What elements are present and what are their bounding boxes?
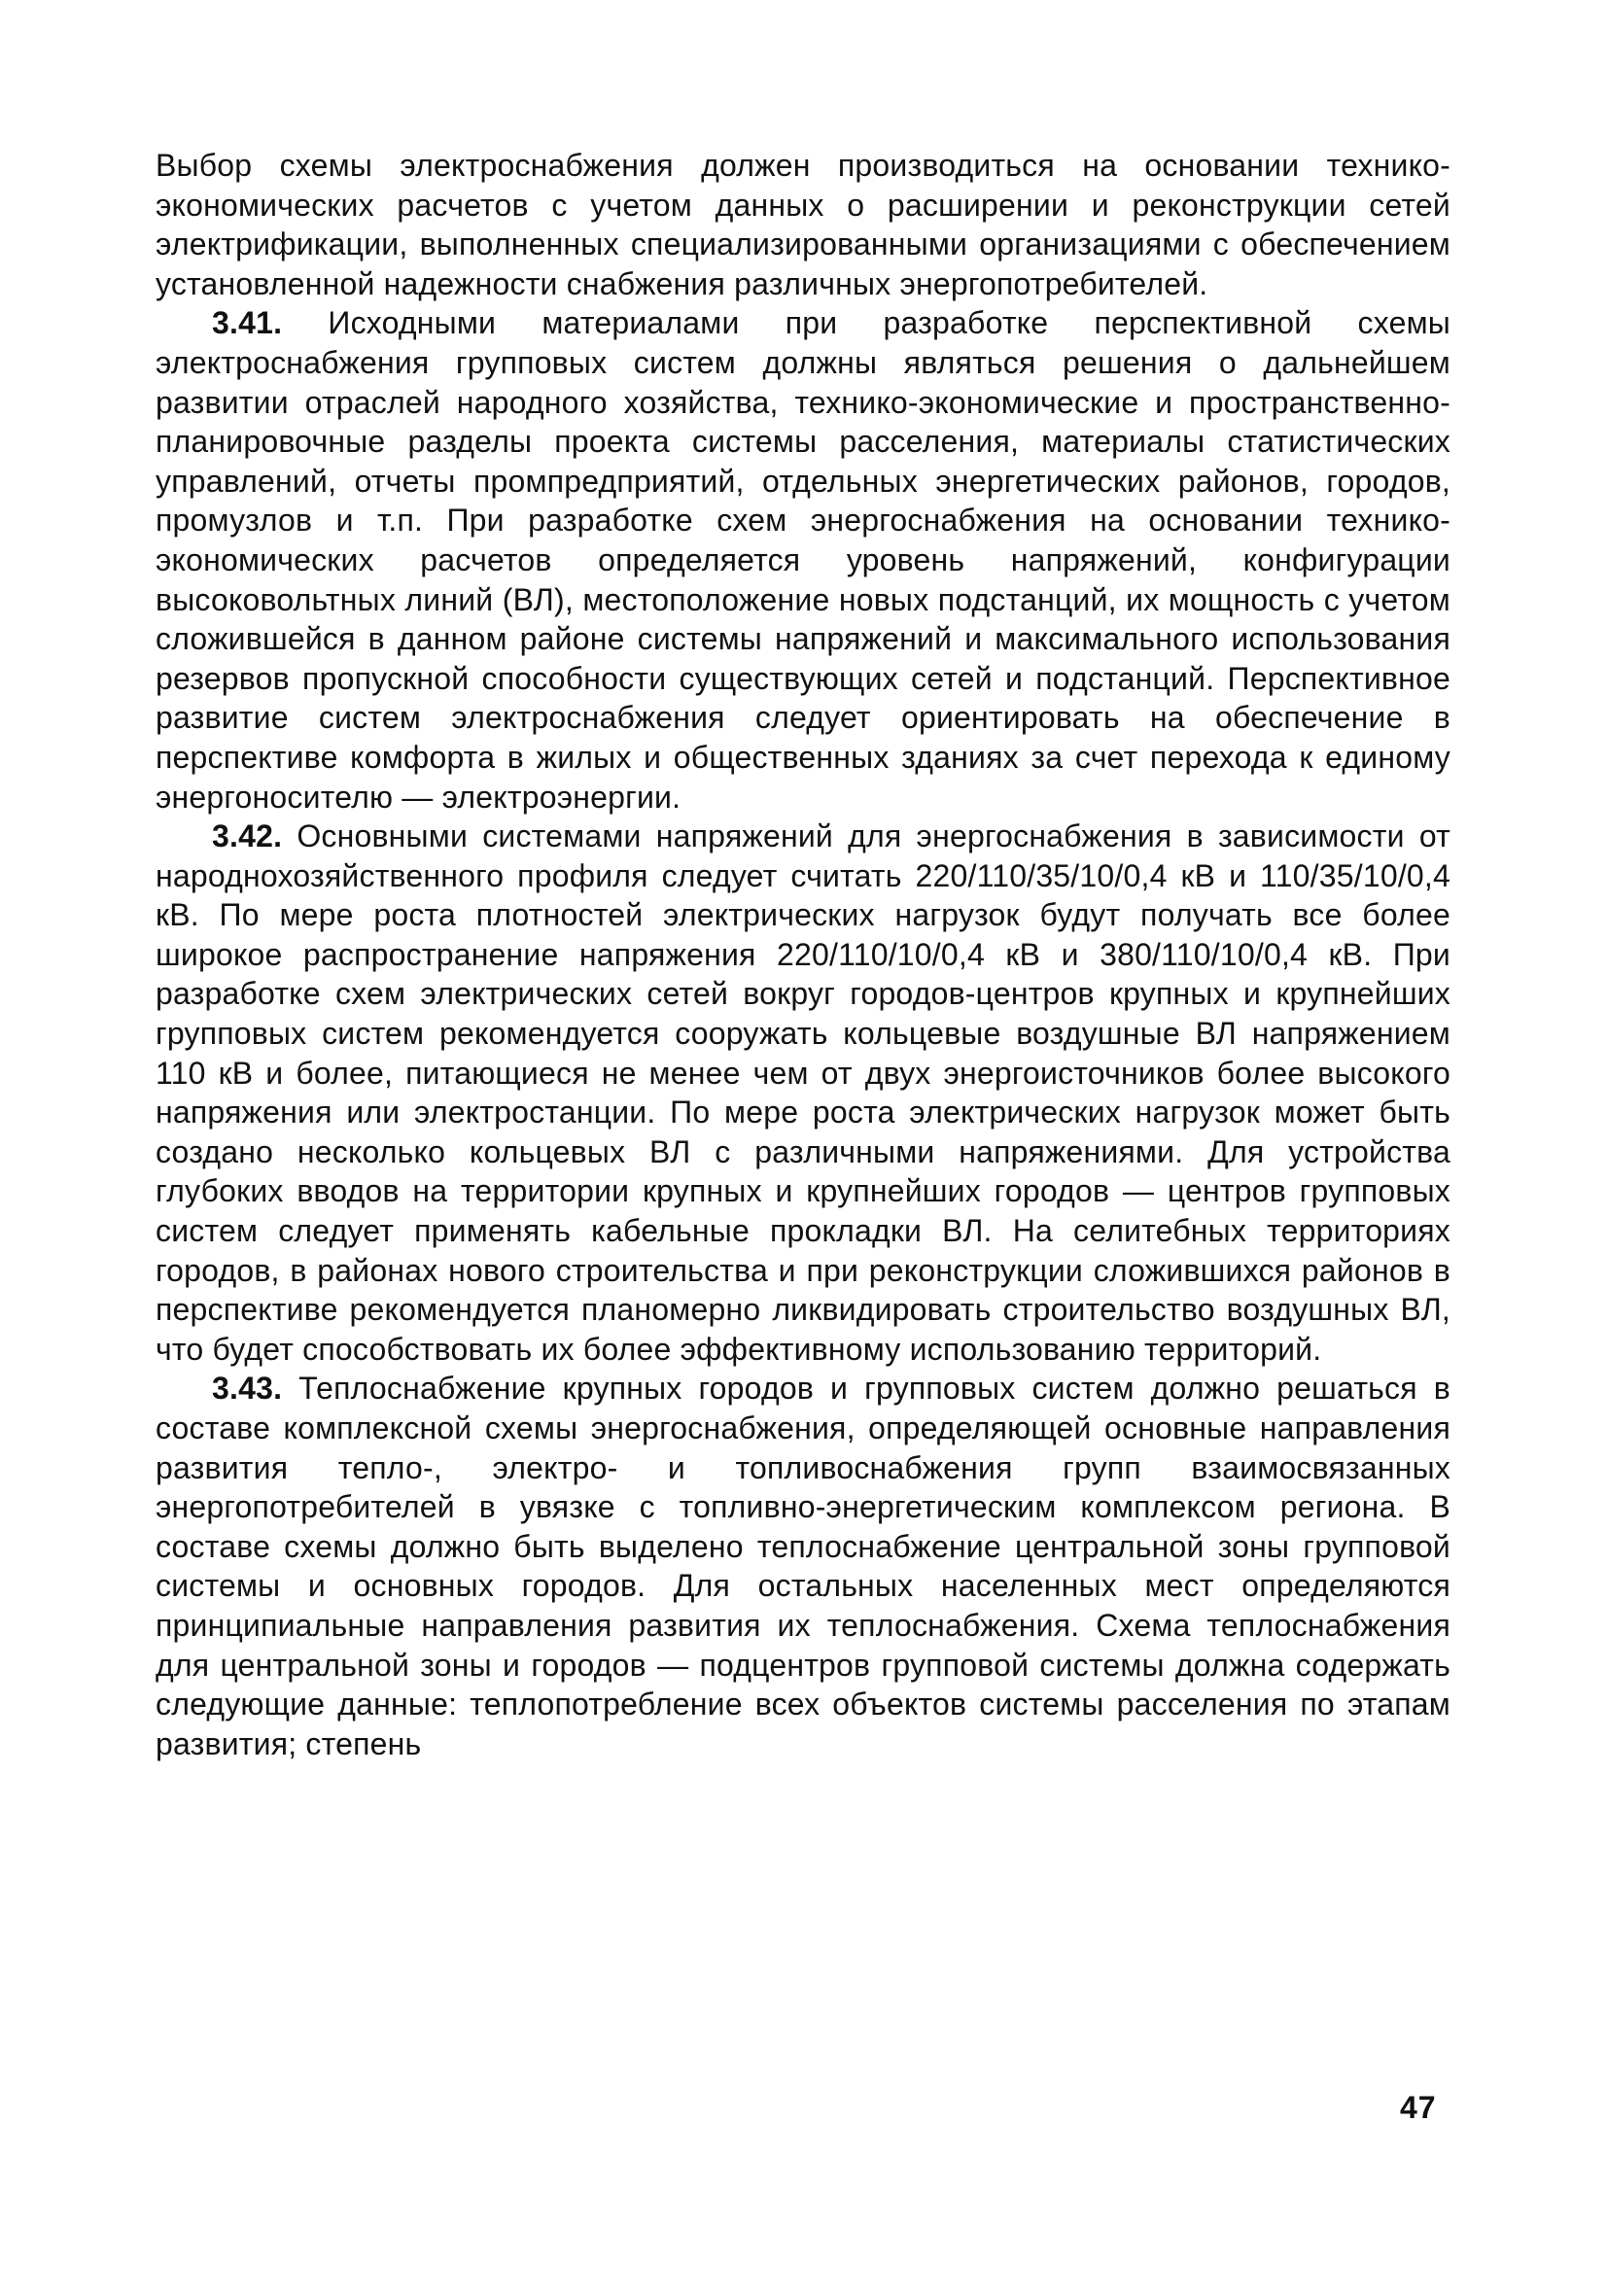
paragraph-3-42-text: Основными системами напряжений для энергоснабжения в зависимости от народнохозяйственного профиля следует считать 220/110/35/10/0,4 кВ и 110/35/10/0,4 кВ. По мере роста плотностей электрических нагрузок будут получать все более широкое распространение напряжения 220/110/10/0,4 кВ и 380/110/10/0,4 кВ. При разработке схем электрических сетей вокруг городов-центров крупных и крупнейших групповых систем рекомендуется сооружать кольцевые воздушные ВЛ напряжением 110 кВ и более, питающиеся не менее чем от двух энергоисточников более высокого напряжения или электростанции. По мере роста электрических нагрузок может быть создано несколько кольцевых ВЛ с различными напряжениями. Для устройства глубоких вводов на территории крупных и крупнейших городов — центров групповых систем следует применять кабельные прокладки ВЛ. На селитебных территориях городов, в районах нового строительства и при реконструкции сложившихся районов в перспективе рекомендуется планомерно ликвидировать строительство воздушных ВЛ, что будет способствовать их более эффективному использованию территорий. <box>156 818 1450 1367</box>
paragraph-3-41-text: Исходными материалами при разработке перспективной схемы электроснабжения групповых систем должны являться решения о дальнейшем развитии отраслей народного хозяйства, технико-экономические и пространственно-планировочные разделы проекта системы расселения, материалы статистических управлений, отчеты промпредприятий, отдельных энергетических районов, городов, промузлов и т.п. При разработке схем энергоснабжения на основании технико-экономических расчетов определяется уровень напряжений, конфигурации высоковольтных линий (ВЛ), местоположение новых подстанций, их мощность с учетом сложившейся в данном районе системы напряжений и максимального использования резервов пропускной способности существующих сетей и подстанций. Перспективное развитие систем электроснабжения следует ориентировать на обеспечение в перспективе комфорта в жилых и общественных зданиях за счет перехода к единому энергоносителю — электроэнергии. <box>156 305 1450 815</box>
paragraph-3-42 <box>156 817 1450 1369</box>
section-number-3-43: 3.43. <box>212 1371 283 1407</box>
page-body <box>156 146 1450 1763</box>
paragraph-intro-text: Выбор схемы электроснабжения должен производиться на основании технико-экономических расчетов с учетом данных о расширении и реконструкции сетей электрификации, выполненных специализированными организациями с обеспечением установленной надежности снабжения различных энергопотребителей. <box>156 148 1450 301</box>
paragraph-3-41 <box>156 303 1450 817</box>
section-number-3-42: 3.42. <box>212 818 283 854</box>
page-number: 47 <box>1400 2090 1437 2125</box>
paragraph-intro <box>156 146 1450 303</box>
section-number-3-41: 3.41. <box>212 305 283 341</box>
paragraph-3-43-text: Теплоснабжение крупных городов и групповых систем должно решаться в составе комплексной схемы энергоснабжения, определяющей основные направления развития тепло-, электро- и топливоснабжения групп взаимосвязанных энергопотребителей в увязке с топливно-энергетическим комплексом региона. В составе схемы должно быть выделено теплоснабжение центральной зоны групповой системы и основных городов. Для остальных населенных мест определяются принципиальные направления развития их теплоснабжения. Схема теплоснабжения для центральной зоны и городов — подцентров групповой системы должна содержать следующие данные: теплопотребление всех объектов системы расселения по этапам развития; степень <box>156 1371 1450 1761</box>
paragraph-3-43 <box>156 1369 1450 1763</box>
